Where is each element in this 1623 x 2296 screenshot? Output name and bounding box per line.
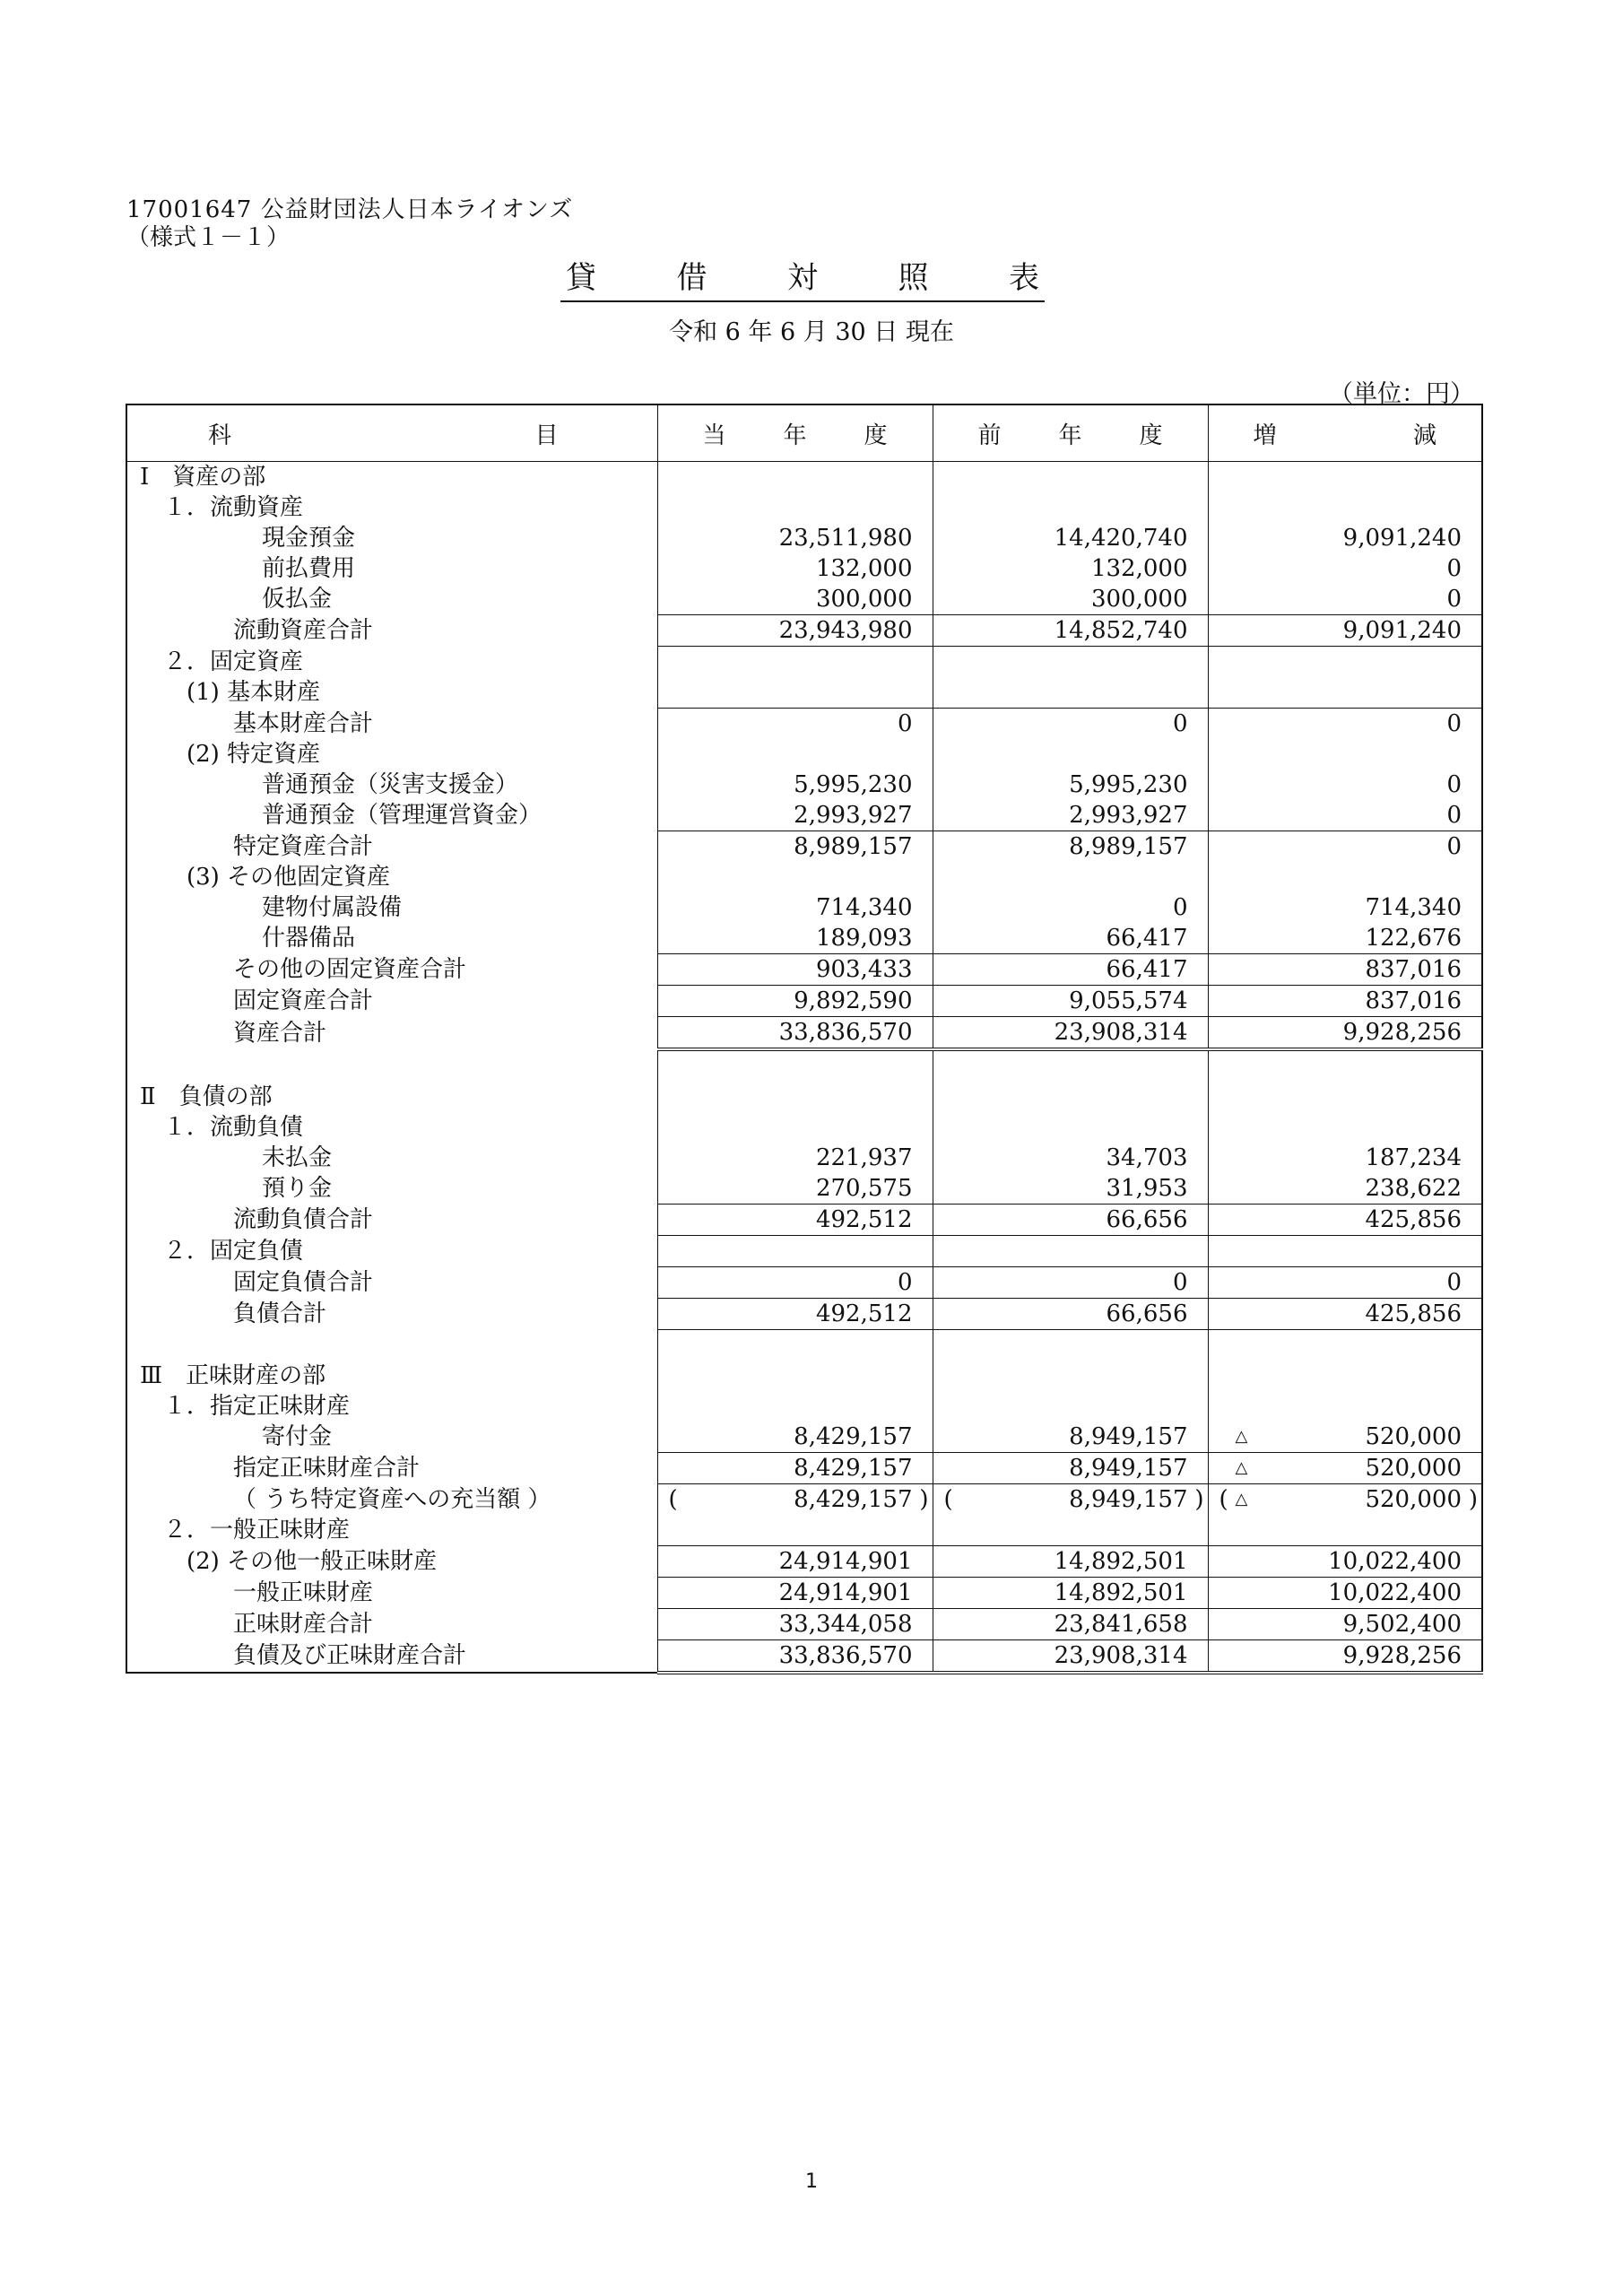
value-text: 8,949,157: [1069, 1486, 1188, 1513]
value-text: 520,000: [1365, 1455, 1462, 1482]
current-year-value: [657, 1173, 933, 1205]
col-header-prior: 前 年 度: [933, 404, 1208, 462]
as-of-date: 令和 6 年 6 月 30 日 現在: [669, 318, 954, 346]
value-text: 221,937: [815, 1144, 913, 1171]
row-label: 特定資産合計: [126, 831, 657, 863]
title-char: 照: [898, 260, 929, 296]
negative-triangle-icon: △: [1235, 1490, 1248, 1509]
value-text: 9,091,240: [1342, 525, 1462, 552]
prior-year-value: [933, 1017, 1208, 1050]
change-value: [1208, 1515, 1482, 1546]
value-text: 24,914,901: [778, 1579, 913, 1606]
row-label: 普通預金（災害支援金）: [126, 770, 657, 800]
current-year-value: [657, 739, 933, 770]
prior-year-value: [933, 923, 1208, 954]
change-value: [1208, 1267, 1482, 1299]
value-text: 714,340: [815, 894, 913, 921]
row-label: Ⅱ 負債の部: [126, 1082, 657, 1112]
prior-year-value: [933, 1205, 1208, 1236]
table-row: [126, 831, 1482, 863]
change-value: [1208, 1082, 1482, 1112]
table-row: [126, 1453, 1482, 1484]
value-text: 14,892,501: [1054, 1579, 1188, 1606]
row-label: 仮払金: [126, 584, 657, 615]
negative-triangle-icon: △: [1235, 1458, 1248, 1477]
table-row: [126, 462, 1482, 493]
row-label: その他の固定資産合計: [126, 954, 657, 986]
title-char: 表: [1009, 260, 1039, 296]
current-year-value: [657, 1578, 933, 1609]
value-text: 0: [897, 1269, 913, 1296]
change-value: [1208, 831, 1482, 863]
negative-triangle-icon: △: [1235, 1427, 1248, 1446]
close-paren: ): [1194, 1486, 1204, 1513]
table-row: [126, 800, 1482, 831]
table-row: [126, 1173, 1482, 1205]
row-label: （ うち特定資産への充当額 ）: [126, 1484, 657, 1516]
balance-sheet-table: [126, 404, 1483, 1674]
current-year-value: [657, 492, 933, 523]
value-text: 23,943,980: [778, 617, 913, 644]
prior-year-value: [933, 1173, 1208, 1205]
change-value: [1208, 770, 1482, 800]
value-text: 520,000: [1365, 1486, 1462, 1513]
value-text: 0: [1446, 1269, 1462, 1296]
table-row: [126, 584, 1482, 615]
current-year-value: [657, 770, 933, 800]
row-label: 未払金: [126, 1143, 657, 1173]
table-row: [126, 892, 1482, 923]
value-text: 33,836,570: [778, 1642, 913, 1669]
current-year-value: [657, 709, 933, 740]
change-value: [1208, 1143, 1482, 1173]
value-text: 0: [897, 710, 913, 737]
table-row: [126, 647, 1482, 678]
empty-cell: [126, 1330, 657, 1361]
value-text: 837,016: [1365, 956, 1462, 983]
prior-year-value: [933, 1640, 1208, 1674]
change-value: [1208, 584, 1482, 615]
row-label: 負債及び正味財産合計: [126, 1640, 657, 1674]
value-text: 5,995,230: [794, 771, 913, 798]
open-paren: (: [1219, 1486, 1228, 1513]
empty-cell: [1208, 1330, 1482, 1361]
prior-year-value: [933, 492, 1208, 523]
prior-year-value: [933, 677, 1208, 709]
table-row: [126, 1017, 1482, 1050]
table-row: [126, 770, 1482, 800]
table-row: [126, 954, 1482, 986]
value-text: 903,433: [815, 956, 913, 983]
prior-year-value: [933, 584, 1208, 615]
current-year-value: [657, 1082, 933, 1112]
table-row: [126, 1299, 1482, 1330]
table-row: [126, 1143, 1482, 1173]
change-value: [1208, 1017, 1482, 1050]
open-paren: (: [943, 1486, 953, 1513]
value-text: 24,914,901: [778, 1548, 913, 1575]
empty-cell: [933, 1049, 1208, 1082]
row-label: 什器備品: [126, 923, 657, 954]
current-year-value: [657, 677, 933, 709]
prior-year-value: [933, 1422, 1208, 1453]
empty-cell: [1208, 1049, 1482, 1082]
row-label: 固定負債合計: [126, 1267, 657, 1299]
value-text: 0: [1446, 833, 1462, 860]
value-text: 8,989,157: [794, 833, 913, 860]
table-row: [126, 677, 1482, 709]
value-text: 33,344,058: [778, 1611, 913, 1638]
current-year-value: [657, 1017, 933, 1050]
value-text: 122,676: [1365, 925, 1462, 952]
value-text: 132,000: [1090, 555, 1188, 582]
current-year-value: [657, 986, 933, 1017]
title-char: 対: [787, 260, 818, 296]
change-value: [1208, 462, 1482, 493]
change-value: [1208, 492, 1482, 523]
change-value: [1208, 523, 1482, 553]
value-text: 9,928,256: [1342, 1019, 1462, 1046]
change-value: [1208, 862, 1482, 892]
col-header-current: 当 年 度: [657, 404, 933, 462]
table-row: [126, 1082, 1482, 1112]
row-label: 寄付金: [126, 1422, 657, 1453]
current-year-value: [657, 923, 933, 954]
change-value: [1208, 1609, 1482, 1640]
current-year-value: [657, 800, 933, 831]
row-label: 資産合計: [126, 1017, 657, 1050]
table-row: [126, 986, 1482, 1017]
row-label: 流動資産合計: [126, 615, 657, 647]
current-year-value: [657, 1391, 933, 1422]
change-value: [1208, 923, 1482, 954]
row-label: ２．一般正味財産: [126, 1515, 657, 1546]
prior-year-value: [933, 1515, 1208, 1546]
change-value: [1208, 1112, 1482, 1143]
current-year-value: [657, 1299, 933, 1330]
current-year-value: [657, 1484, 933, 1516]
value-text: 10,022,400: [1328, 1548, 1462, 1575]
table-row: [126, 553, 1482, 584]
table-row: [126, 923, 1482, 954]
value-text: 31,953: [1106, 1175, 1188, 1202]
value-text: 66,417: [1106, 925, 1188, 952]
change-value: [1208, 1236, 1482, 1267]
table-row: [126, 1515, 1482, 1546]
close-paren: ): [1468, 1486, 1478, 1513]
current-year-value: [657, 1112, 933, 1143]
value-text: 425,856: [1365, 1206, 1462, 1233]
table-header-row: [126, 404, 1482, 462]
row-label: １．流動資産: [126, 492, 657, 523]
value-text: 23,908,314: [1054, 1642, 1188, 1669]
table-row: [126, 1267, 1482, 1299]
value-text: 0: [1446, 586, 1462, 613]
row-label: 正味財産合計: [126, 1609, 657, 1640]
prior-year-value: [933, 739, 1208, 770]
value-text: 66,656: [1106, 1300, 1188, 1327]
table-row: [126, 1422, 1482, 1453]
spacer-row: [126, 1330, 1482, 1361]
current-year-value: [657, 1640, 933, 1674]
change-value: [1208, 800, 1482, 831]
prior-year-value: [933, 1578, 1208, 1609]
row-label: 基本財産合計: [126, 709, 657, 740]
prior-year-value: [933, 1609, 1208, 1640]
row-label: 現金預金: [126, 523, 657, 553]
value-text: 2,993,927: [1069, 802, 1188, 829]
value-text: 33,836,570: [778, 1019, 913, 1046]
table-row: [126, 1112, 1482, 1143]
change-value: [1208, 1361, 1482, 1391]
value-text: 8,989,157: [1069, 833, 1188, 860]
prior-year-value: [933, 1546, 1208, 1578]
value-text: 300,000: [1090, 586, 1188, 613]
value-text: 0: [1446, 771, 1462, 798]
current-year-value: [657, 462, 933, 493]
change-value: [1208, 677, 1482, 709]
value-text: 9,928,256: [1342, 1642, 1462, 1669]
table-row: [126, 1236, 1482, 1267]
row-label: 預り金: [126, 1173, 657, 1205]
table-row: [126, 492, 1482, 523]
row-label: (2) その他一般正味財産: [126, 1546, 657, 1578]
value-text: 23,841,658: [1054, 1611, 1188, 1638]
value-text: 66,417: [1106, 956, 1188, 983]
row-label: (2) 特定資産: [126, 739, 657, 770]
page-number: 1: [805, 2170, 818, 2193]
prior-year-value: [933, 1267, 1208, 1299]
value-text: 14,420,740: [1054, 525, 1188, 552]
table-row: [126, 1361, 1482, 1391]
change-value: [1208, 986, 1482, 1017]
change-value: [1208, 1422, 1482, 1453]
change-value: [1208, 1546, 1482, 1578]
change-value: [1208, 709, 1482, 740]
table-row: [126, 739, 1482, 770]
value-text: 0: [1172, 894, 1188, 921]
value-text: 66,656: [1106, 1206, 1188, 1233]
prior-year-value: [933, 1299, 1208, 1330]
value-text: 0: [1172, 710, 1188, 737]
col-header-item: 科 目: [126, 404, 657, 462]
value-text: 8,429,157: [794, 1423, 913, 1450]
value-text: 520,000: [1365, 1423, 1462, 1450]
prior-year-value: [933, 831, 1208, 863]
value-text: 187,234: [1365, 1144, 1462, 1171]
value-text: 9,055,574: [1069, 987, 1188, 1014]
table-row: [126, 615, 1482, 647]
table-row: [126, 709, 1482, 740]
prior-year-value: [933, 770, 1208, 800]
value-text: 2,993,927: [794, 802, 913, 829]
table-row: [126, 1205, 1482, 1236]
row-label: 建物付属設備: [126, 892, 657, 923]
value-text: 23,908,314: [1054, 1019, 1188, 1046]
empty-cell: [657, 1049, 933, 1082]
prior-year-value: [933, 1236, 1208, 1267]
current-year-value: [657, 1546, 933, 1578]
value-text: 8,949,157: [1069, 1423, 1188, 1450]
value-text: 132,000: [815, 555, 913, 582]
value-text: 0: [1446, 555, 1462, 582]
value-text: 714,340: [1365, 894, 1462, 921]
change-value: [1208, 892, 1482, 923]
prior-year-value: [933, 709, 1208, 740]
current-year-value: [657, 584, 933, 615]
page-title: [560, 253, 1045, 302]
prior-year-value: [933, 462, 1208, 493]
empty-cell: [657, 1330, 933, 1361]
change-value: [1208, 553, 1482, 584]
form-number: （様式１－１）: [126, 224, 291, 251]
value-text: 425,856: [1365, 1300, 1462, 1327]
prior-year-value: [933, 1361, 1208, 1391]
current-year-value: [657, 1515, 933, 1546]
title-char: 貸: [566, 260, 596, 296]
value-text: 14,892,501: [1054, 1548, 1188, 1575]
value-text: 238,622: [1365, 1175, 1462, 1202]
change-value: [1208, 1391, 1482, 1422]
current-year-value: [657, 1361, 933, 1391]
value-text: 9,091,240: [1342, 617, 1462, 644]
value-text: 9,892,590: [794, 987, 913, 1014]
value-text: 492,512: [815, 1206, 913, 1233]
table-row: [126, 1391, 1482, 1422]
change-value: [1208, 1484, 1482, 1516]
value-text: 8,429,157: [794, 1486, 913, 1513]
prior-year-value: [933, 892, 1208, 923]
row-label: 指定正味財産合計: [126, 1453, 657, 1484]
value-text: 492,512: [815, 1300, 913, 1327]
current-year-value: [657, 1267, 933, 1299]
row-label: ２．固定負債: [126, 1236, 657, 1267]
current-year-value: [657, 862, 933, 892]
row-label: (1) 基本財産: [126, 677, 657, 709]
prior-year-value: [933, 1484, 1208, 1516]
prior-year-value: [933, 615, 1208, 647]
prior-year-value: [933, 1453, 1208, 1484]
value-text: 189,093: [815, 925, 913, 952]
change-value: [1208, 615, 1482, 647]
value-text: 8,429,157: [794, 1455, 913, 1482]
value-text: 5,995,230: [1069, 771, 1188, 798]
row-label: ２．固定資産: [126, 647, 657, 678]
current-year-value: [657, 954, 933, 986]
empty-cell: [126, 1049, 657, 1082]
current-year-value: [657, 1236, 933, 1267]
value-text: 300,000: [815, 586, 913, 613]
prior-year-value: [933, 954, 1208, 986]
title-char: 借: [676, 260, 707, 296]
prior-year-value: [933, 1082, 1208, 1112]
table-row: [126, 1578, 1482, 1609]
row-label: 固定資産合計: [126, 986, 657, 1017]
table-row: [126, 1546, 1482, 1578]
prior-year-value: [933, 1112, 1208, 1143]
current-year-value: [657, 892, 933, 923]
change-value: [1208, 1453, 1482, 1484]
col-header-change: 増 減: [1208, 404, 1482, 462]
row-label: 普通預金（管理運営資金）: [126, 800, 657, 831]
change-value: [1208, 1299, 1482, 1330]
row-label: １．指定正味財産: [126, 1391, 657, 1422]
current-year-value: [657, 1609, 933, 1640]
document-id-org: 17001647 公益財団法人日本ライオンズ: [126, 196, 574, 223]
current-year-value: [657, 523, 933, 553]
value-text: 10,022,400: [1328, 1579, 1462, 1606]
row-label: 前払費用: [126, 553, 657, 584]
current-year-value: [657, 1422, 933, 1453]
spacer-row: [126, 1049, 1482, 1082]
value-text: 9,502,400: [1342, 1611, 1462, 1638]
change-value: [1208, 647, 1482, 678]
row-label: 負債合計: [126, 1299, 657, 1330]
prior-year-value: [933, 647, 1208, 678]
prior-year-value: [933, 523, 1208, 553]
current-year-value: [657, 553, 933, 584]
table-row: [126, 1484, 1482, 1516]
unit-label: （単位：円）: [1329, 380, 1474, 408]
change-value: [1208, 739, 1482, 770]
table-row: [126, 523, 1482, 553]
open-paren: (: [668, 1486, 678, 1513]
row-label: Ⅰ 資産の部: [126, 462, 657, 493]
row-label: １．流動負債: [126, 1112, 657, 1143]
value-text: 8,949,157: [1069, 1455, 1188, 1482]
value-text: 14,852,740: [1054, 617, 1188, 644]
change-value: [1208, 954, 1482, 986]
change-value: [1208, 1640, 1482, 1674]
row-label: (3) その他固定資産: [126, 862, 657, 892]
change-value: [1208, 1173, 1482, 1205]
empty-cell: [933, 1330, 1208, 1361]
value-text: 270,575: [815, 1175, 913, 1202]
current-year-value: [657, 1143, 933, 1173]
change-value: [1208, 1205, 1482, 1236]
table-row: [126, 1640, 1482, 1674]
value-text: 837,016: [1365, 987, 1462, 1014]
prior-year-value: [933, 800, 1208, 831]
table-body: [126, 462, 1482, 1674]
row-label: Ⅲ 正味財産の部: [126, 1361, 657, 1391]
current-year-value: [657, 647, 933, 678]
table-row: [126, 1609, 1482, 1640]
value-text: 0: [1446, 710, 1462, 737]
value-text: 34,703: [1106, 1144, 1188, 1171]
row-label: 流動負債合計: [126, 1205, 657, 1236]
current-year-value: [657, 1453, 933, 1484]
table-row: [126, 862, 1482, 892]
current-year-value: [657, 1205, 933, 1236]
row-label: 一般正味財産: [126, 1578, 657, 1609]
current-year-value: [657, 831, 933, 863]
prior-year-value: [933, 1391, 1208, 1422]
prior-year-value: [933, 862, 1208, 892]
prior-year-value: [933, 986, 1208, 1017]
close-paren: ): [919, 1486, 929, 1513]
current-year-value: [657, 615, 933, 647]
value-text: 23,511,980: [778, 525, 913, 552]
value-text: 0: [1446, 802, 1462, 829]
prior-year-value: [933, 553, 1208, 584]
value-text: 0: [1172, 1269, 1188, 1296]
prior-year-value: [933, 1143, 1208, 1173]
change-value: [1208, 1578, 1482, 1609]
